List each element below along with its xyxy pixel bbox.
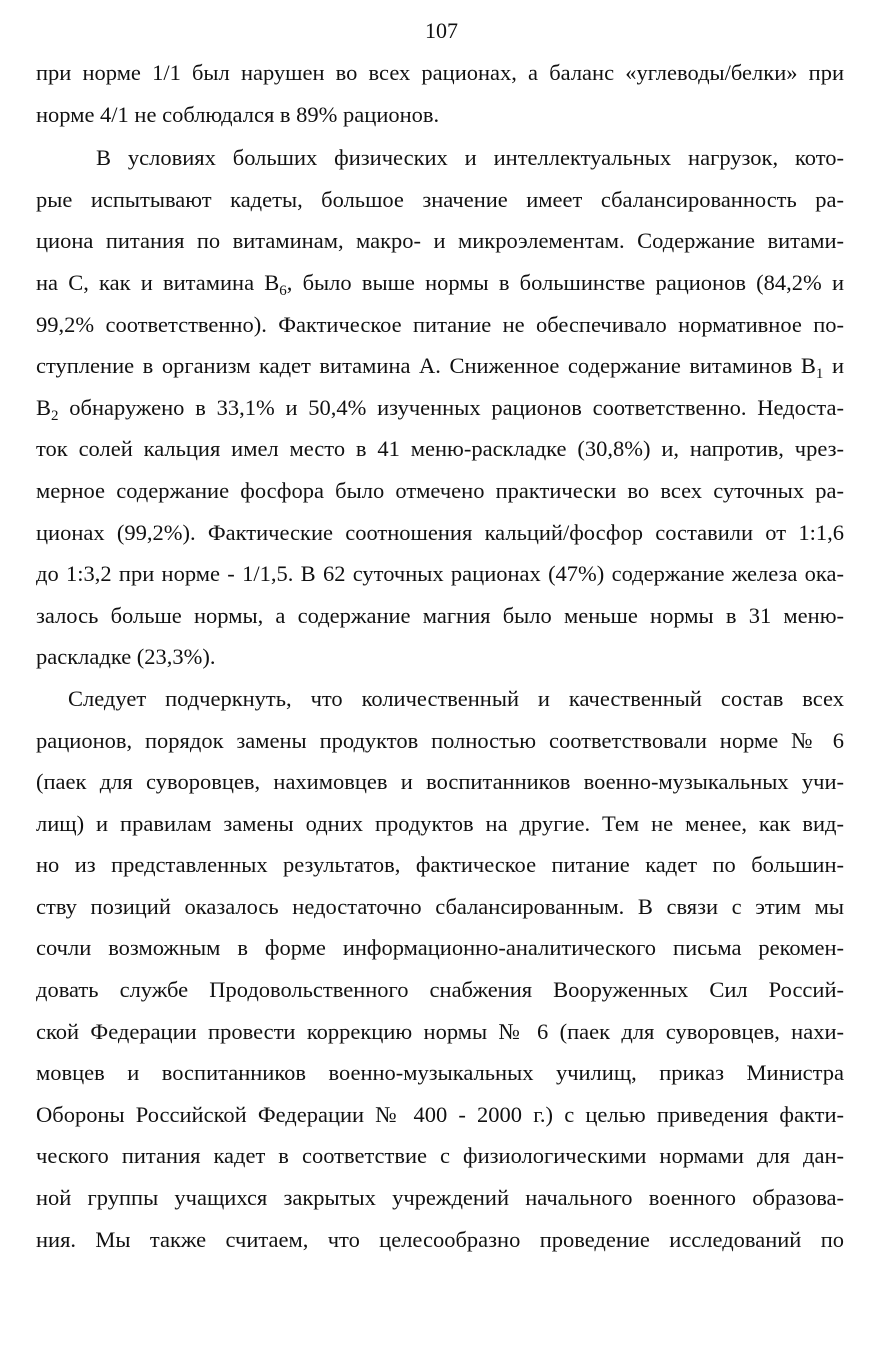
text-line: раскладке (23,3%). (36, 644, 216, 670)
text-line: В условиях больших физических и интеллектуальных нагрузок, кото- (96, 145, 844, 171)
text-line (36, 262, 844, 304)
text-line: мерное содержание фосфора было отмечено практически во всех суточных ра- (36, 477, 844, 503)
text-line: Обороны Российской Федерации № 400 - 2000 г.) с целью приведения факти- (36, 1101, 844, 1127)
text-line: (паек для суворовцев, нахимовцев и воспитанников военно-музыкальных учи- (36, 769, 844, 795)
text-line: ной группы учащихся закрытых учреждений начального военного образова- (36, 1185, 844, 1211)
text-line: при норме 1/1 был нарушен во всех рационах, а баланс «углеводы/белки» при (36, 60, 844, 85)
text-fragment: , было выше нормы в большинстве рационов (84,2% и (286, 269, 844, 295)
text-line: лищ) и правилам замены одних продуктов на другие. Тем не менее, как вид- (36, 810, 844, 836)
subscript: 1 (815, 366, 824, 383)
text-fragment: ступление в организм кадет витамина А. Сниженное содержание витаминов В (36, 353, 816, 379)
paragraph-2 (36, 137, 844, 678)
text-line: довать службе Продовольственного снабжения Вооруженных Сил Россий- (36, 977, 844, 1003)
paragraph-3 (36, 678, 844, 1260)
text-line: залось больше нормы, а содержание магния было меньше нормы в 31 меню- (36, 602, 844, 628)
text-fragment: и (823, 353, 844, 379)
text-line (36, 345, 844, 387)
page-number: 107 (425, 18, 458, 43)
text-line: ционах (99,2%). Фактические соотношения кальций/фосфор составили от 1:1,6 (36, 519, 844, 545)
text-line: ток солей кальция имел место в 41 меню-раскладке (30,8%) и, напротив, чрез- (36, 436, 844, 462)
text-fragment: В (36, 394, 52, 420)
text-line: циона питания по витаминам, макро- и микроэлементам. Содержание витами- (36, 228, 844, 254)
text-line: ния. Мы также считаем, что целесообразно проведение исследований по (36, 1226, 844, 1252)
text-line: ству позиций оказалось недостаточно сбалансированным. В связи с этим мы (36, 893, 844, 919)
text-line: но из представленных результатов, фактическое питание кадет по большин- (36, 852, 844, 878)
subscript: 2 (51, 407, 59, 424)
text-line: 99,2% соответственно). Фактическое питание не обеспечивало нормативное по- (36, 311, 844, 337)
text-line: сочли возможным в форме информационно-аналитического письма рекомен- (36, 935, 844, 961)
subscript: 6 (279, 282, 287, 299)
text-fragment: на С, как и витамина В (36, 269, 280, 295)
text-line (36, 387, 844, 429)
text-line: мовцев и воспитанников военно-музыкальных училищ, приказ Министра (36, 1060, 844, 1086)
text-line: до 1:3,2 при норме - 1/1,5. В 62 суточных рационах (47%) содержание железа ока- (36, 561, 844, 587)
paragraph-1 (36, 52, 844, 135)
text-line: рые испытывают кадеты, большое значение имеет сбалансированность ра- (36, 186, 844, 212)
text-line: Следует подчеркнуть, что количественный и качественный состав всех (68, 685, 844, 711)
text-line: рационов, порядок замены продуктов полностью соответствовали норме № 6 (36, 727, 844, 753)
body-text (36, 52, 844, 1260)
text-line: ческого питания кадет в соответствие с физиологическими нормами для дан- (36, 1143, 844, 1169)
text-fragment: обнаружено в 33,1% и 50,4% изученных рационов соответственно. Недоста- (58, 394, 844, 420)
text-line: ской Федерации провести коррекцию нормы № 6 (паек для суворовцев, нахи- (36, 1018, 844, 1044)
text-line: норме 4/1 не соблюдался в 89% рационов. (36, 101, 440, 127)
